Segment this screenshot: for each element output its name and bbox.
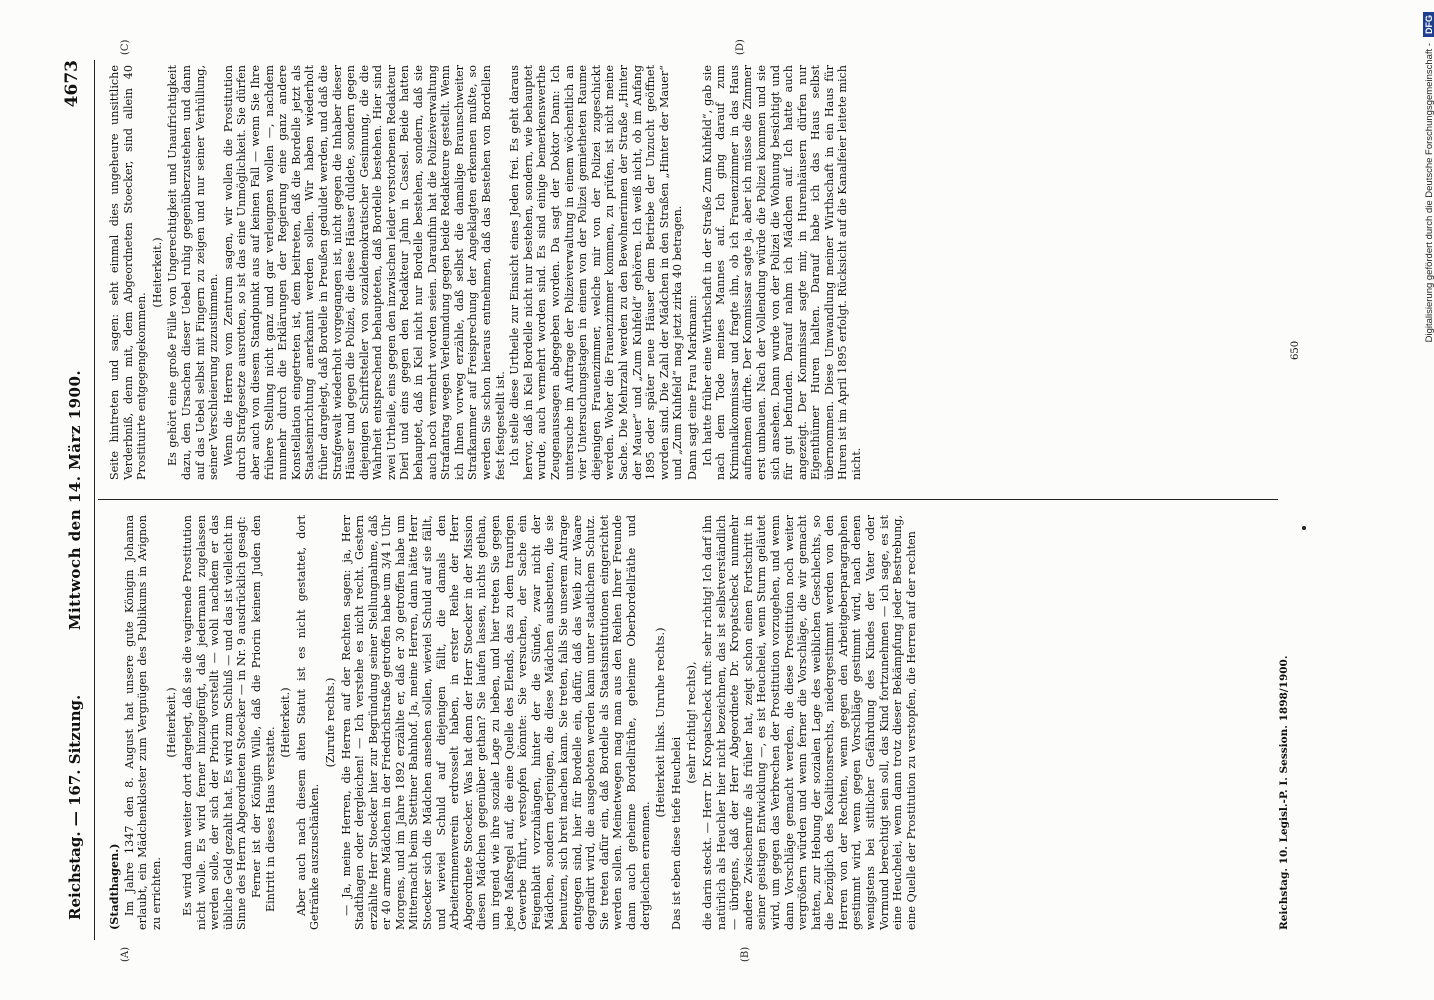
footer-page-number: 650 [1290,340,1301,360]
right-column [108,65,865,480]
footer-dot [1302,526,1306,530]
paragraph: die darin steckt. — Herr Dr. Kropatscheck ruft: sehr richtig! Ich darf ihn natürlich als Heuchler hier nicht bezeichnen, das ist selbstverständlich — übrigens, daß der Herr Abgeordnete Dr. Kropatscheck nunmehr andere Zwischenrufe als früher hat, zeigt schon einen Fortschritt in seiner geistigen Entwicklung —, es ist Heuchelei, wenn Sturm geläutet wird, um gegen das Verbrechen der Prostitution vorzugehen, und wenn dann Vorschläge gemacht werden, die diese Prostitution noch weiter vergrößern würden und wenn ferner die Vorschläge, die wir gemacht hatten, zur Hebung der sozialen Lage des weiblichen Geschlechts, so die bezüglich des Koalitionsrechts, niedergestimmt werden von den Herren von der Rechten, wenn gegen den Arbeitgeberparagraphen gestimmt wird, wenn gegen Vorschläge gestimmt wird, nach denen wenigstens bei sittlicher Gefährdung des Kindes der Vater oder Vormund berechtigt sein soll, das Kind fortzunehmen — ich sage, es ist eine Heuchelei, wenn dann trotz dieser Bekämpfung jeder Bestrebung, eine Quelle der Prostitution zu verstopfen, die Herren auf der rechten [700,515,918,930]
interjection: (Heiterkeit.) [165,687,179,758]
interjection: (sehr richtig! rechts), [685,661,699,784]
footer-session: Reichstag. 10. Legisl.-P. I. Session. 1898/1900. [1278,655,1290,930]
interjection: (Heiterkeit links. Unruhe rechts.) [654,627,668,818]
interjection: (Heiterkeit.) [279,687,293,758]
paragraph: Es gehört eine große Fülle von Ungerechtigkeit und Unaufrichtigkeit dazu, den Ursachen dieser Uebel ruhig gegenüberzustehen und dann auf das Uebel selbst mit Fingern zu zeigen und nur seiner Verhüllung, seiner Verschleierung zuzustimmen. [166,65,221,480]
quotation: Ich hatte früher eine Wirthschaft in der Straße Zum Kuhfeld“, gab sie nach dem Tode meines Mannes auf. Ich ging darauf zum Kriminalkommissar und fragte ihn, ob ich Frauenzimmer in das Haus aufnehmen dürfte. Der Kommissar sagte ja, aber ich müsse die Zimmer erst umbauen. Nach der Vollendung würde die Polizei kommen und sie sich ansehen. Dann wurde von der Polizei die Wohnung besichtigt und für gut befunden. Darauf nahm ich Mädchen auf. Ich hatte auch angezeigt. Der Kommissar sagte mir, in Hurenhäusern dürfen nur Eigenthümer Huren halten. Darauf habe ich das Haus selbst übernommen. Diese Umwandlung meiner Wirthschaft in ein Haus für Huren ist im April 1895 erfolgt. Rücksicht auf die Kanalfeier leitete mich nicht. [700,65,864,480]
margin-marker-d: (D) [735,39,746,55]
header-date: Mittwoch den 14. März 1900. [66,369,84,631]
paragraph: Wenn die Herren vom Zentrum sagen, wir wollen die Prostitution durch Strafgesetze ausrotten, so ist das eine Unmöglichkeit. Sie dürfen aber auch von diesem Standpunkt aus auf keinen Fall — wenn Sie Ihre frühere Stellung nicht ganz und gar verleugnen wollen —, nachdem nunmehr durch die Erklärungen der Regierung eine ganz andere Konstellation eingetreten ist, dem beitreten, daß die Bordelle jetzt als Staatseinrichtung anerkannt werden sollen. Wir haben wiederholt früher dargelegt, daß Bordelle in Preußen geduldet werden, und daß die Strafgewalt wiederholt vorgegangen ist, nicht gegen die Inhaber dieser Häuser und gegen die Polizei, die diese Häuser duldete, sondern gegen diejenigen Schriftsteller von sozialdemokratischer Gesinnung, die die Wahrheit entsprechend behaupteten, daß Bordelle bestehen. Hier sind zwei Urtheile, eins gegen den inzwischen leider verstorbenen Redakteur Dierl und eins gegen den Redakteur Jahn in Cassel. Beide hatten behauptet, daß in Kiel nicht nur Bordelle bestehen, sondern, daß sie auch noch vermehrt worden seien. Daraufhin hat die Polizeiverwaltung Strafantrag wegen Verleumdung gegen beide Redakteure gestellt. Wenn ich Ihnen vorweg erzähle, daß selbst die damalige Braunschweiter Strafkammer auf Freisprechung der Angeklagten erkennen mußte, so werden Sie schon hieraus entnehmen, daß das Bestehen von Bordellen fest festgestellt ist. [221,65,507,480]
header-session: Reichstag. — 167. Sitzung. [66,694,84,920]
paragraph: — Ja, meine Herren, die Herren auf der Rechten sagen: ja, Herr Stadthagen oder dergleichen! — Ich verstehe es nicht recht. Gestern erzählte Herr Stoecker hier zur Begründung seiner Stellungnahme, daß er 40 arme Mädchen in der Friedrichstraße getroffen habe um 3/4 1 Uhr Morgens, und im Jahre 1892 erzählte er, daß er 30 getroffen habe um Mitternacht beim Stettiner Bahnhof. Ja, meine Herren, dann hätte Herr Stoecker sich die Mädchen ansehen sollen, wieviel Schuld auf sie fällt, und wieviel Schuld auf diejenigen fällt, die damals den Arbeiterinnenverein erdrosselt haben, in erster Reihe der Herr Abgeordnete Stoecker. Was hat denn der Herr Stoecker in der Mission diesen Mädchen gegenüber gethan? Sie laufen lassen, nichts gethan, um irgend wie ihre soziale Lage zu heben, und hier treten Sie gegen jede Maßregel auf, die eine Quelle des Elends, das zu dem traurigen Gewerbe führt, verstopfen könnte: Sie versuchen, der Sache ein Feigenblatt vorzuhängen, hinter der die Sünde, zwar nicht der Mädchen, sondern derjenigen, die diese Mädchen ausbeuten, die sie benutzen, sich breit machen kann. Sie treten, falls Sie unserem Antrage entgegen sind, hier für Bordelle ein, dafür, daß das Weib zur Waare degradirt wird, die ausgeboten werden kann unter staatlichem Schutz. Sie treten dafür ein, daß Bordelle als Staatsinstitutionen eingerichtet werden sollen. Meinetwegen mag man aus den Reihen Ihrer Freunde dann auch geheime Bordellräthe, geheime Oberbordellräthe und dergleichen ernennen. [339,515,652,930]
page-header [62,40,92,960]
margin-marker-b: (B) [740,946,751,962]
paragraph: Aber auch nach diesem alten Statut ist es nicht gestattet, dort Getränke auszuschänken. [294,515,322,930]
header-rule [94,60,95,940]
paragraph: Es wird dann weiter dort dargelegt, daß sie die vagirende Prostitution nicht wolle. Es wird ferner hinzugefügt, daß jedermann zugelassen werden solle, der sich der Priorin vorstellt — wohl nachdem er das übliche Geld gezahlt hat. Es wird zum Schluß — und das ist vielleicht im Sinne des Herrn Abgeordneten Stoecker — in Nr. 9 ausdrücklich gesagt: [180,515,249,930]
paragraph: Seite hintreten und sagen: seht einmal dies ungeheure unsittliche Verderbniß, denn mit, dem Abgeordneten Stoecker, sind allein 40 Prostituirte entgegengekommen. [108,65,149,480]
quotation: Ferner ist der Königin Wille, daß die Priorin keinem Juden den Eintritt in dieses Haus verstatte. [249,515,277,912]
digitization-stamp [1412,0,1434,1000]
paragraph: Ich stelle diese Urtheile zur Einsicht eines Jeden frei. Es geht daraus hervor, daß in Kiel Bordelle nicht nur bestehen, sondern, wie behauptet wurde, auch vermehrt worden sind. Es sind einige bemerkenswerthe Zeugenaussagen abgegeben worden. Da sagt der Doktor Dann: Ich untersuche im Auftrage der Polizeiverwaltung in einem wöchentlich an vier Untersuchungstagen in einem von der Polizei gemietheten Raume diejenigen Frauenzimmer, welche mir von der Polizei zugeschickt werden. Woher die Frauenzimmer kommen, zu prüfen, ist nicht meine Sache. Die Mehrzahl werden zu den Bewohnerinnen der Straße „Hinter der Mauer“ und „Zum Kuhfeld“ gehören. Ich weiß nicht, ob im Anfang 1895 oder später neue Häuser dem Betriebe der Unzucht geöffnet worden sind. Die Zahl der Mädchen in den Straßen „Hinter der Mauer“ und „Zum Kuhfeld“ mag jetzt zirka 40 betragen. [508,65,685,480]
margin-marker-a: (A) [120,946,131,962]
margin-marker-c: (C) [120,39,131,55]
dfg-logo: DFG [1423,12,1434,37]
header-page-number: 4673 [62,60,82,108]
paragraph: Das ist eben diese tiefe Heuchelei [669,736,683,930]
left-column [108,515,919,930]
interjection: (Heiterkeit.) [150,237,164,308]
speaker-label: (Stadthagen.) [107,843,121,930]
stamp-text: Digitalisierung gefördert durch die Deutsche Forschungsgemeinschaft - [1423,43,1434,343]
paragraph: Dann sagt eine Frau Markmann: [685,294,699,480]
paragraph: Im Jahre 1347 den 8. August hat unsere gute Königin Johanna erlaubt, ein Mädchenkloster zum Vergnügen des Publikums in Avignon zu errichten. [122,515,163,930]
column-divider [98,499,1278,500]
interjection: (Zurufe rechts.) [323,677,337,768]
